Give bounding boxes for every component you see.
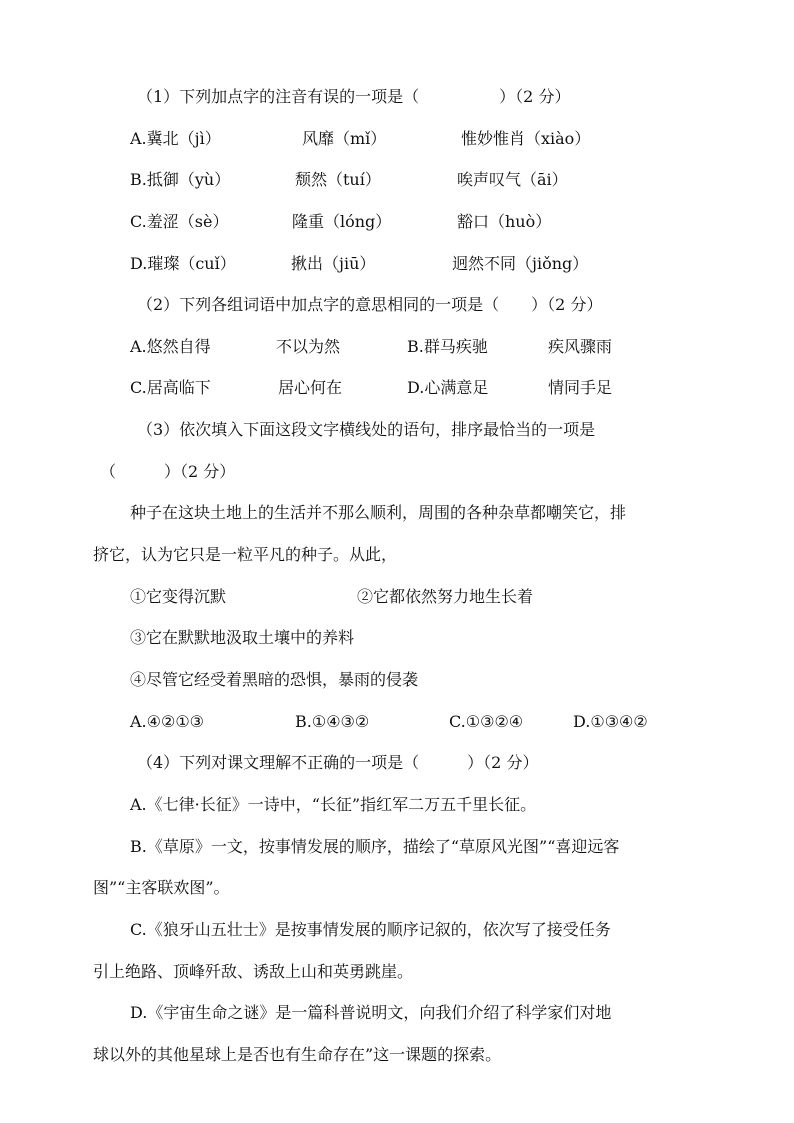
q2-d-1: D.心满意足 (407, 378, 489, 397)
q3-item-4: ④尽管它经受着黑暗的恐惧，暴雨的侵袭 (130, 670, 419, 689)
q3-option-c: C.①③②④ (449, 712, 524, 731)
q3-option-d: D.①③④② (573, 712, 648, 731)
q1-b-1: B.抵御（yù） (130, 170, 231, 189)
q3-item-2: ②它都依然努力地生长着 (357, 587, 534, 606)
q2-stem: （2）下列各组词语中加点字的意思相同的一项是（ ）（2 分） (137, 295, 603, 314)
q4-option-c-line2: 引上绝路、顶峰歼敌、诱敌上山和英勇跳崖。 (93, 962, 414, 981)
q4-option-a: A.《七律·长征》一诗中，“长征”指红军二万五千里长征。 (130, 795, 537, 814)
q2-b-1: B.群马疾驰 (407, 337, 488, 356)
q2-a-2: 不以为然 (276, 337, 341, 356)
q1-d-3: 迥然不同（jiǒng） (452, 254, 589, 273)
q1-d-1: D.璀璨（cuǐ） (130, 254, 236, 273)
q2-a-1: A.悠然自得 (130, 337, 211, 356)
q2-c-2: 居心何在 (278, 378, 343, 397)
q3-option-a: A.④②①③ (130, 712, 205, 731)
q1-c-2: 隆重（lóng） (292, 212, 392, 231)
q4-option-d-line2: 球以外的其他星球上是否也有生命存在”这一课题的探索。 (93, 1045, 502, 1064)
q1-b-2: 颓然（tuí） (295, 170, 381, 189)
q4-option-b-line1: B.《草原》一文，按事情发展的顺序，描绘了“草原风光图”“喜迎远客 (130, 837, 620, 856)
q2-b-2: 疾风骤雨 (548, 337, 613, 356)
q1-c-1: C.羞涩（sè） (130, 212, 229, 231)
q4-stem: （4）下列对课文理解不正确的一项是（ ）（2 分） (137, 753, 539, 772)
q4-option-b-line2: 图”“主客联欢图”。 (93, 878, 230, 897)
q1-a-3: 惟妙惟肖（xiào） (461, 129, 591, 148)
q3-passage-line2: 挤它，认为它只是一粒平凡的种子。从此， (93, 545, 398, 564)
q3-item-3: ③它在默默地汲取土壤中的养料 (130, 628, 355, 647)
q3-stem-line1: （3）依次填入下面这段文字横线处的语句，排序最恰当的一项是 (137, 420, 596, 439)
q1-b-3: 唉声叹气（āi） (457, 170, 568, 189)
q3-stem-line2: （ ）（2 分） (100, 462, 236, 481)
q1-a-2: 风靡（mǐ） (302, 129, 387, 148)
q4-option-c-line1: C.《狼牙山五壮士》是按事情发展的顺序记叙的，依次写了接受任务 (130, 920, 611, 939)
q2-c-1: C.居高临下 (130, 378, 211, 397)
q3-passage-line1: 种子在这块土地上的生活并不那么顺利，周围的各种杂草都嘲笑它，排 (130, 503, 627, 522)
q4-option-d-line1: D.《宇宙生命之谜》是一篇科普说明文，向我们介绍了科学家们对地 (130, 1003, 612, 1022)
q1-c-3: 豁口（huò） (457, 212, 552, 231)
q3-item-1: ①它变得沉默 (130, 587, 227, 606)
q2-d-2: 情同手足 (548, 378, 613, 397)
q1-stem: （1）下列加点字的注音有误的一项是（ ）（2 分） (137, 87, 571, 106)
q3-option-b: B.①④③② (295, 712, 370, 731)
q1-a-1: A.冀北（jì） (130, 129, 221, 148)
q1-d-2: 揪出（jiū） (291, 254, 376, 273)
